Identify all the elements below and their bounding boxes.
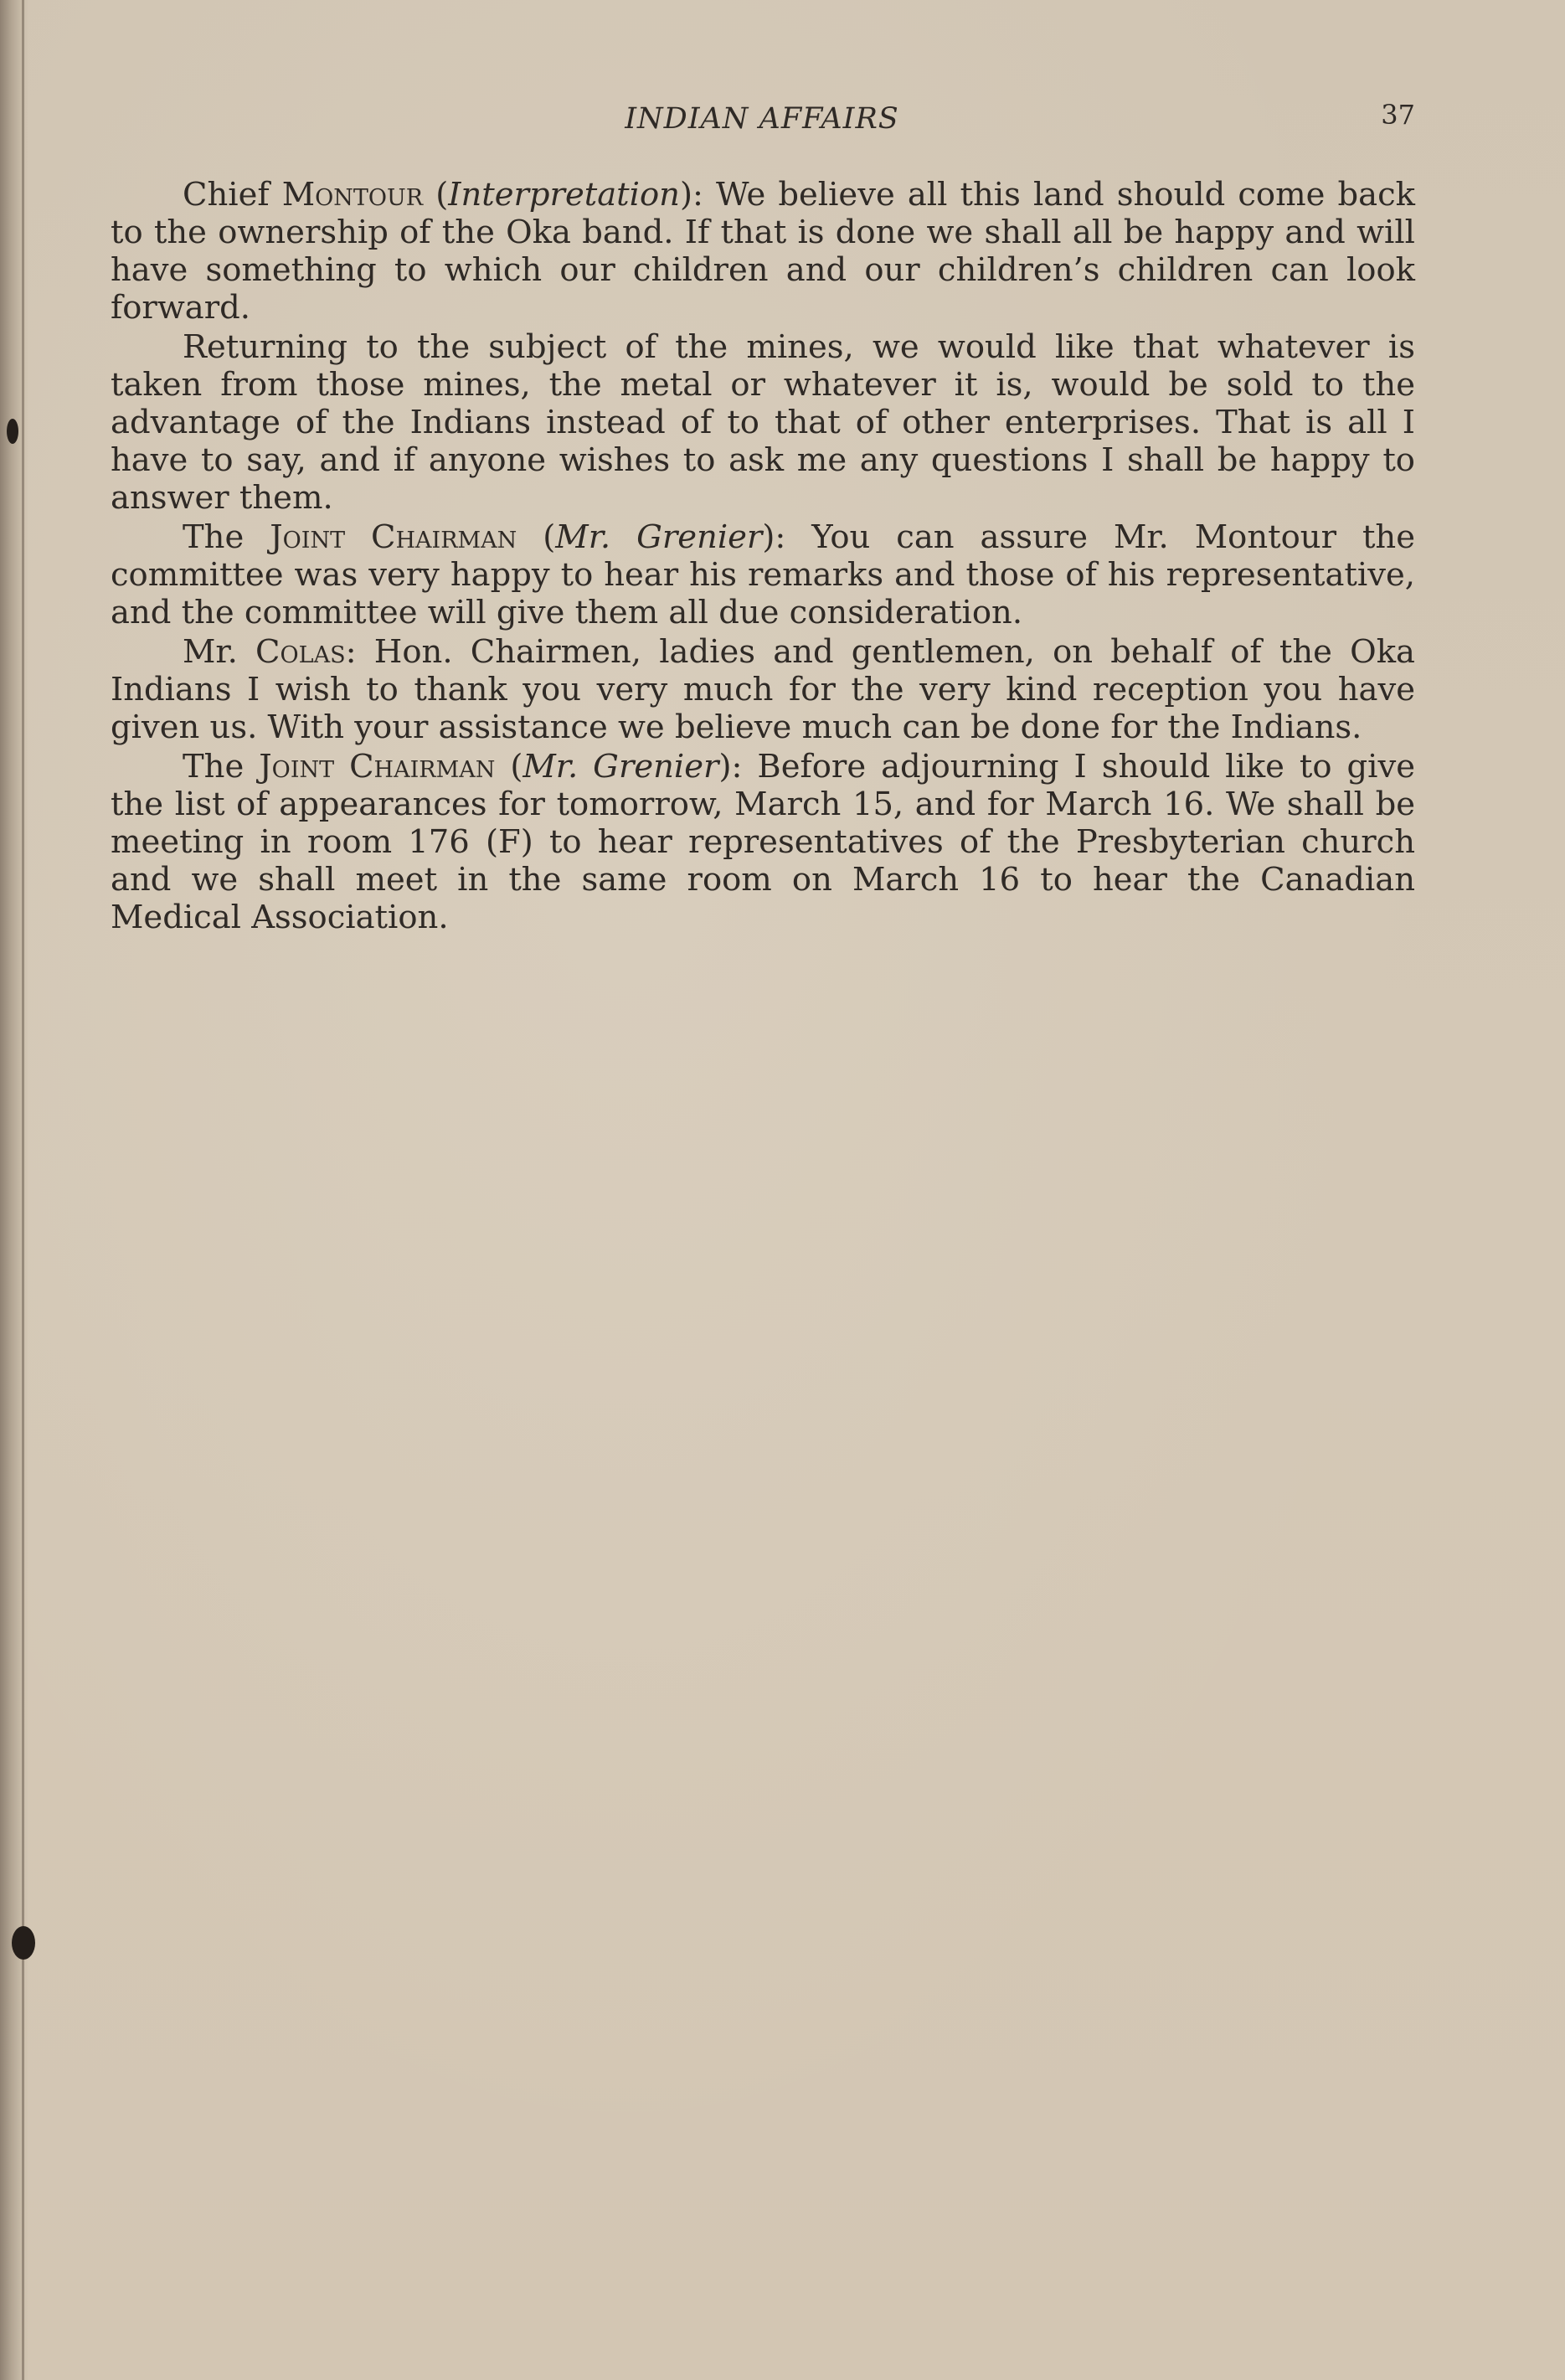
- paragraph-chairman-reply: [111, 518, 1415, 631]
- paragraph-text: Hon. Chairmen, ladies and gentlemen, on behalf of the Oka Indians I wish to thank you very much for the very kind reception you have given us. With your assistance we believe much can be done for the Indians.: [111, 633, 1415, 746]
- binding-edge-line: [22, 0, 24, 2380]
- speaker-name: Joint Chairman: [259, 748, 496, 786]
- speaker-prefix: Mr.: [183, 633, 256, 671]
- paragraph-mines: [111, 328, 1415, 517]
- page-header: [109, 99, 1415, 144]
- page-number: 37: [1381, 99, 1415, 131]
- body-text: [111, 176, 1415, 938]
- speaker-prefix: The: [183, 518, 270, 556]
- paragraph-text: You can assure Mr. Montour the committee was very happy to hear his remarks and those of his representative, and the committee will give them all due consideration.: [111, 518, 1415, 631]
- paragraph-montour-statement: [111, 176, 1415, 327]
- paragraph-text: Before adjourning I should like to give the list of appearances for tomorrow, March 15, and for March 16. We shall be meeting in room 176 (F) to hear representatives of the Presbyterian church and we shall meet in the same room on March 16 to hear the Canadian Medical Association.: [111, 748, 1416, 936]
- binding-hole-bottom: [12, 1926, 35, 1960]
- paragraph-colas-thanks: [111, 633, 1415, 746]
- speaker-prefix: Chief: [183, 176, 282, 214]
- role-open: (: [495, 748, 523, 786]
- speaker-prefix: The: [183, 748, 260, 786]
- role-open: (: [517, 518, 556, 556]
- paragraph-text: Returning to the subject of the mines, we would like that whatever is taken from those mines, the metal or whatever it is, would be sold to the advantage of the Indians instead of to that of other enterprises. That is all I have to say, and if anyone wishes to ask me any questions I shall be happy to answer them.: [111, 328, 1415, 517]
- speaker-name: Joint Chairman: [270, 518, 517, 556]
- role-close: ):: [718, 748, 758, 786]
- speaker-role: Interpretation: [448, 176, 680, 214]
- speaker-role: Mr. Grenier: [555, 518, 763, 556]
- speaker-role: Mr. Grenier: [523, 748, 719, 786]
- role-open: (: [423, 176, 449, 214]
- binding-hole-top: [7, 419, 18, 444]
- running-title: INDIAN AFFAIRS: [625, 102, 899, 136]
- speaker-name: Montour: [281, 176, 424, 214]
- speaker-name: Colas: [255, 633, 346, 671]
- role-close: :: [345, 633, 374, 671]
- paragraph-adjournment: [111, 748, 1415, 936]
- role-close: ):: [762, 518, 812, 556]
- role-close: ):: [679, 176, 717, 214]
- paragraph-text: We believe all this land should come back to the ownership of the Oka band. If that is done we shall all be happy and will have something to which our children and our children’s children can look forward.: [111, 176, 1415, 327]
